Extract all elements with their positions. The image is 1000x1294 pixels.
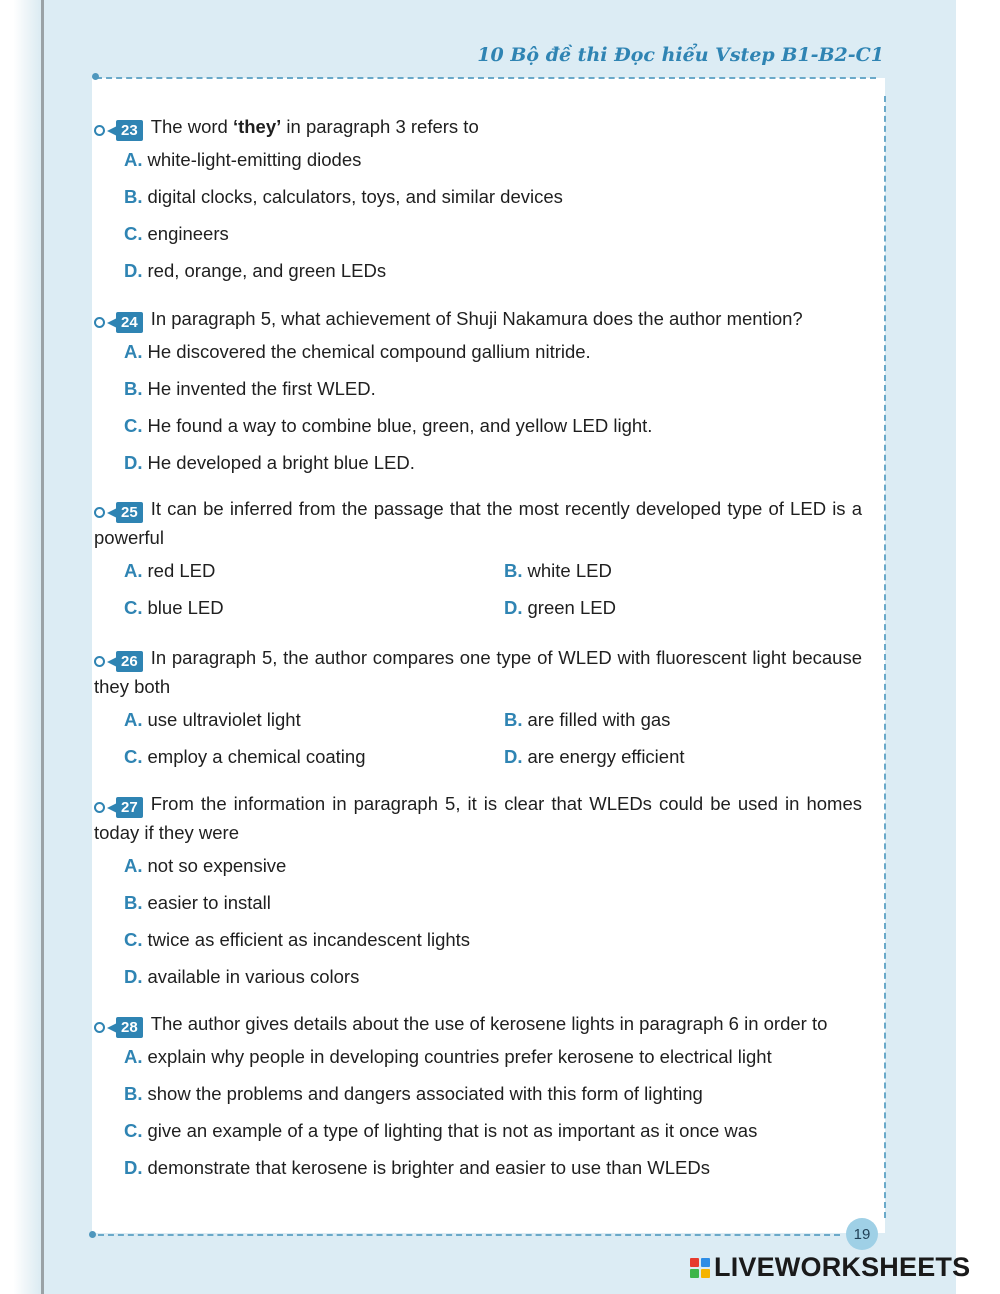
option-text: twice as efficient as incandescent lights bbox=[147, 929, 471, 950]
dashed-border-top bbox=[96, 77, 876, 79]
badge-circle-icon bbox=[94, 802, 105, 813]
dashed-border-right bbox=[884, 96, 886, 1218]
page-number-badge: 19 bbox=[846, 1218, 878, 1250]
option-a[interactable] bbox=[124, 558, 504, 583]
question-badge bbox=[94, 502, 143, 523]
option-a[interactable] bbox=[124, 339, 862, 364]
stem-text: The word bbox=[150, 116, 233, 137]
badge-circle-icon bbox=[94, 317, 105, 328]
option-text: show the problems and dangers associated with this form of lighting bbox=[147, 1083, 703, 1104]
border-dot-icon bbox=[92, 73, 99, 80]
question-stem bbox=[94, 643, 862, 701]
question-badge bbox=[94, 1017, 143, 1038]
scan-edge-right bbox=[956, 0, 1000, 1294]
question-27 bbox=[94, 789, 862, 1001]
stem-text: The author gives details about the use of kerosene lights in paragraph 6 in order to bbox=[150, 1013, 828, 1034]
option-letter: D. bbox=[124, 260, 143, 281]
option-letter: C. bbox=[124, 1120, 143, 1141]
question-badge bbox=[94, 312, 143, 333]
option-letter: C. bbox=[124, 746, 143, 767]
page-header-title: 10 Bộ đề thi Đọc hiểu Vstep B1-B2-C1 bbox=[477, 44, 884, 66]
option-letter: C. bbox=[124, 223, 143, 244]
question-24 bbox=[94, 304, 862, 487]
dashed-border-bottom bbox=[98, 1234, 840, 1236]
option-letter: A. bbox=[124, 855, 143, 876]
question-badge bbox=[94, 797, 143, 818]
option-letter: C. bbox=[124, 415, 143, 436]
option-c[interactable] bbox=[124, 927, 862, 952]
option-text: green LED bbox=[527, 597, 616, 618]
liveworksheets-logo bbox=[690, 1252, 970, 1283]
question-stem bbox=[94, 494, 862, 552]
option-text: white-light-emitting diodes bbox=[147, 149, 362, 170]
options-grid bbox=[124, 707, 862, 769]
question-number: 26 bbox=[116, 651, 143, 672]
option-letter: B. bbox=[504, 709, 523, 730]
option-b[interactable] bbox=[504, 707, 864, 732]
options-list bbox=[124, 853, 862, 989]
stem-text: It can be inferred from the passage that the most recently developed type of LED is a powerful bbox=[94, 498, 862, 548]
option-text: red, orange, and green LEDs bbox=[147, 260, 387, 281]
question-badge bbox=[94, 651, 143, 672]
option-letter: D. bbox=[504, 597, 523, 618]
option-letter: D. bbox=[504, 746, 523, 767]
option-letter: D. bbox=[124, 452, 143, 473]
option-d[interactable] bbox=[124, 450, 862, 475]
option-c[interactable] bbox=[124, 744, 504, 769]
question-25 bbox=[94, 494, 862, 620]
option-letter: B. bbox=[124, 892, 143, 913]
option-text: red LED bbox=[147, 560, 216, 581]
option-letter: A. bbox=[124, 709, 143, 730]
liveworksheets-text: LIVEWORKSHEETS bbox=[714, 1252, 971, 1282]
option-letter: B. bbox=[124, 378, 143, 399]
option-letter: A. bbox=[124, 149, 143, 170]
question-23 bbox=[94, 112, 862, 295]
scan-edge-left bbox=[0, 0, 44, 1294]
stem-text: From the information in paragraph 5, it is clear that WLEDs could be used in homes today if they were bbox=[94, 793, 862, 843]
question-number: 28 bbox=[116, 1017, 143, 1038]
question-number: 24 bbox=[116, 312, 143, 333]
liveworksheets-blocks-icon bbox=[690, 1258, 710, 1278]
option-letter: A. bbox=[124, 341, 143, 362]
question-26 bbox=[94, 643, 862, 769]
question-number: 23 bbox=[116, 120, 143, 141]
question-stem bbox=[94, 789, 862, 847]
option-text: explain why people in developing countries prefer kerosene to electrical light bbox=[147, 1046, 772, 1067]
option-c[interactable] bbox=[124, 413, 862, 438]
option-text: engineers bbox=[147, 223, 229, 244]
option-text: He developed a bright blue LED. bbox=[147, 452, 415, 473]
option-b[interactable] bbox=[124, 376, 862, 401]
question-stem bbox=[94, 304, 862, 333]
option-b[interactable] bbox=[124, 890, 862, 915]
option-letter: C. bbox=[124, 929, 143, 950]
option-letter: A. bbox=[124, 560, 143, 581]
stem-text: in paragraph 3 refers to bbox=[281, 116, 479, 137]
question-number: 27 bbox=[116, 797, 143, 818]
option-text: He found a way to combine blue, green, and yellow LED light. bbox=[147, 415, 653, 436]
question-28 bbox=[94, 1009, 862, 1192]
option-text: demonstrate that kerosene is brighter and easier to use than WLEDs bbox=[147, 1157, 710, 1178]
option-text: blue LED bbox=[147, 597, 224, 618]
option-letter: D. bbox=[124, 966, 143, 987]
options-grid bbox=[124, 558, 862, 620]
badge-circle-icon bbox=[94, 125, 105, 136]
option-text: He discovered the chemical compound gallium nitride. bbox=[147, 341, 591, 362]
option-text: are energy efficient bbox=[527, 746, 685, 767]
option-c[interactable] bbox=[124, 595, 504, 620]
option-letter: B. bbox=[124, 186, 143, 207]
option-text: white LED bbox=[527, 560, 612, 581]
option-text: give an example of a type of lighting that is not as important as it once was bbox=[147, 1120, 758, 1141]
badge-circle-icon bbox=[94, 507, 105, 518]
stem-bold-word: ‘they’ bbox=[232, 116, 282, 137]
option-a[interactable] bbox=[124, 147, 862, 172]
option-text: digital clocks, calculators, toys, and similar devices bbox=[147, 186, 563, 207]
badge-circle-icon bbox=[94, 1022, 105, 1033]
options-list bbox=[124, 1044, 862, 1180]
option-a[interactable] bbox=[124, 1044, 862, 1069]
options-list bbox=[124, 339, 862, 475]
option-d[interactable] bbox=[124, 258, 862, 283]
stem-text: In paragraph 5, the author compares one type of WLED with fluorescent light because they both bbox=[94, 647, 862, 697]
option-a[interactable] bbox=[124, 707, 504, 732]
option-d[interactable] bbox=[504, 595, 864, 620]
option-text: not so expensive bbox=[147, 855, 287, 876]
question-stem bbox=[94, 112, 862, 141]
option-c[interactable] bbox=[124, 1118, 862, 1143]
question-stem bbox=[94, 1009, 862, 1038]
question-badge bbox=[94, 120, 143, 141]
option-b[interactable] bbox=[124, 1081, 862, 1106]
option-text: are filled with gas bbox=[527, 709, 671, 730]
question-number: 25 bbox=[116, 502, 143, 523]
option-text: available in various colors bbox=[147, 966, 360, 987]
option-c[interactable] bbox=[124, 221, 862, 246]
option-letter: D. bbox=[124, 1157, 143, 1178]
option-text: employ a chemical coating bbox=[147, 746, 366, 767]
option-letter: B. bbox=[504, 560, 523, 581]
options-list bbox=[124, 147, 862, 283]
option-letter: B. bbox=[124, 1083, 143, 1104]
border-dot-icon bbox=[89, 1231, 96, 1238]
option-d[interactable] bbox=[124, 964, 862, 989]
stem-text: In paragraph 5, what achievement of Shuji Nakamura does the author mention? bbox=[150, 308, 803, 329]
option-d[interactable] bbox=[124, 1155, 862, 1180]
option-text: He invented the first WLED. bbox=[147, 378, 376, 399]
option-b[interactable] bbox=[124, 184, 862, 209]
option-d[interactable] bbox=[504, 744, 864, 769]
option-letter: C. bbox=[124, 597, 143, 618]
option-a[interactable] bbox=[124, 853, 862, 878]
option-text: easier to install bbox=[147, 892, 271, 913]
option-b[interactable] bbox=[504, 558, 864, 583]
option-text: use ultraviolet light bbox=[147, 709, 301, 730]
badge-circle-icon bbox=[94, 656, 105, 667]
option-letter: A. bbox=[124, 1046, 143, 1067]
